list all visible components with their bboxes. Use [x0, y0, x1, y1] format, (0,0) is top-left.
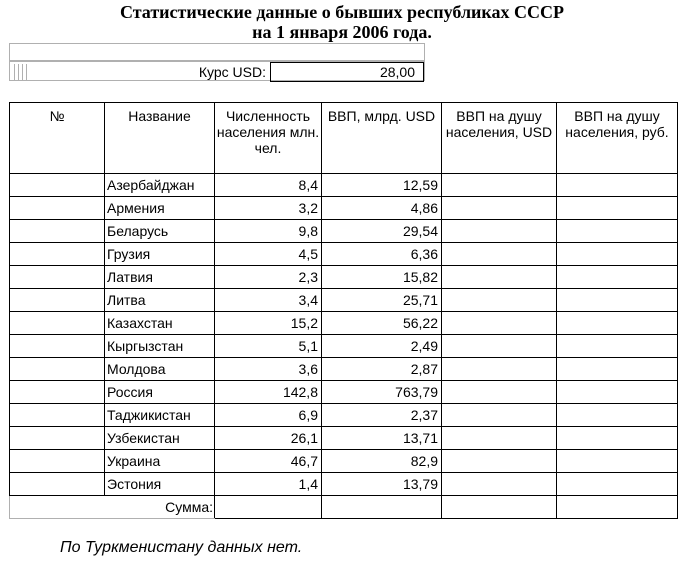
cell-gdp-per-capita-rub[interactable]: [557, 266, 678, 289]
cell-population[interactable]: 46,7: [215, 450, 322, 473]
cell-name[interactable]: Таджикистан: [105, 404, 215, 427]
cell-population[interactable]: 5,1: [215, 335, 322, 358]
sum-gdp-per-capita-usd[interactable]: [442, 496, 557, 519]
cell-population[interactable]: 2,3: [215, 266, 322, 289]
cell-num[interactable]: [10, 312, 105, 335]
cell-gdp-per-capita-rub[interactable]: [557, 335, 678, 358]
sum-gdp-per-capita-rub[interactable]: [557, 496, 678, 519]
cell-gdp[interactable]: 4,86: [322, 197, 442, 220]
cell-num[interactable]: [10, 473, 105, 496]
table-row: [10, 358, 678, 381]
frame-tick: [26, 64, 27, 80]
frame-tick: [22, 64, 23, 80]
cell-gdp[interactable]: 25,71: [322, 289, 442, 312]
cell-gdp-per-capita-usd[interactable]: [442, 197, 557, 220]
cell-gdp-per-capita-usd[interactable]: [442, 220, 557, 243]
empty-frame-cell: [9, 43, 425, 61]
header-gdp-per-capita-rub: ВВП на душу населения, руб.: [557, 103, 678, 174]
table-row: [10, 289, 678, 312]
cell-gdp-per-capita-rub[interactable]: [557, 473, 678, 496]
cell-name[interactable]: Эстония: [105, 473, 215, 496]
cell-gdp-per-capita-usd[interactable]: [442, 312, 557, 335]
table-row: [10, 450, 678, 473]
cell-num[interactable]: [10, 266, 105, 289]
table-row: [10, 243, 678, 266]
cell-gdp[interactable]: 13,79: [322, 473, 442, 496]
cell-population[interactable]: 3,2: [215, 197, 322, 220]
cell-gdp-per-capita-usd[interactable]: [442, 243, 557, 266]
sum-population[interactable]: [215, 496, 322, 519]
table-row: [10, 312, 678, 335]
sum-row: [10, 496, 678, 519]
cell-gdp[interactable]: 12,59: [322, 174, 442, 197]
table-row: [10, 427, 678, 450]
cell-name[interactable]: Беларусь: [105, 220, 215, 243]
cell-gdp-per-capita-rub[interactable]: [557, 289, 678, 312]
frame-tick: [14, 64, 15, 80]
cell-num[interactable]: [10, 427, 105, 450]
cell-name[interactable]: Узбекистан: [105, 427, 215, 450]
cell-population[interactable]: 142,8: [215, 381, 322, 404]
cell-gdp[interactable]: 2,37: [322, 404, 442, 427]
table-row: [10, 220, 678, 243]
table-row: [10, 381, 678, 404]
table-row: [10, 174, 678, 197]
header-gdp-per-capita-usd: ВВП на душу населения, USD: [442, 103, 557, 174]
republics-table: [9, 102, 678, 519]
cell-gdp-per-capita-rub[interactable]: [557, 220, 678, 243]
cell-gdp-per-capita-rub[interactable]: [557, 243, 678, 266]
frame-tick: [18, 64, 19, 80]
cell-population[interactable]: 26,1: [215, 427, 322, 450]
usd-rate-label: Курс USD:: [198, 64, 266, 80]
header-name: Название: [105, 103, 215, 174]
cell-gdp[interactable]: 29,54: [322, 220, 442, 243]
cell-population[interactable]: 4,5: [215, 243, 322, 266]
cell-name[interactable]: Грузия: [105, 243, 215, 266]
cell-gdp[interactable]: 6,36: [322, 243, 442, 266]
cell-gdp-per-capita-usd[interactable]: [442, 381, 557, 404]
cell-population[interactable]: 3,4: [215, 289, 322, 312]
page-title: Статистические данные о бывших республиках СССР: [119, 2, 565, 22]
cell-population[interactable]: 8,4: [215, 174, 322, 197]
cell-num[interactable]: [10, 243, 105, 266]
cell-name[interactable]: Кыргызстан: [105, 335, 215, 358]
table-row: [10, 404, 678, 427]
cell-num[interactable]: [10, 197, 105, 220]
cell-gdp-per-capita-usd[interactable]: [442, 289, 557, 312]
page-subtitle: на 1 января 2006 года.: [252, 22, 432, 42]
table-row: [10, 335, 678, 358]
cell-gdp-per-capita-rub[interactable]: [557, 197, 678, 220]
cell-gdp-per-capita-usd[interactable]: [442, 404, 557, 427]
cell-gdp[interactable]: 82,9: [322, 450, 442, 473]
cell-gdp-per-capita-rub[interactable]: [557, 427, 678, 450]
cell-num[interactable]: [10, 358, 105, 381]
cell-gdp-per-capita-usd[interactable]: [442, 450, 557, 473]
cell-num[interactable]: [10, 289, 105, 312]
cell-gdp-per-capita-usd[interactable]: [442, 266, 557, 289]
cell-gdp[interactable]: 15,82: [322, 266, 442, 289]
cell-population[interactable]: 15,2: [215, 312, 322, 335]
table-row: [10, 473, 678, 496]
cell-gdp[interactable]: 763,79: [322, 381, 442, 404]
header-population: Численность населения млн. чел.: [215, 103, 322, 174]
cell-gdp-per-capita-usd[interactable]: [442, 335, 557, 358]
cell-num[interactable]: [10, 335, 105, 358]
cell-name[interactable]: Россия: [105, 381, 215, 404]
cell-population[interactable]: 9,8: [215, 220, 322, 243]
header-num: №: [10, 103, 105, 174]
cell-gdp-per-capita-rub[interactable]: [557, 312, 678, 335]
cell-num[interactable]: [10, 174, 105, 197]
sum-label: Сумма:: [10, 496, 215, 519]
table-row: [10, 197, 678, 220]
cell-gdp[interactable]: 13,71: [322, 427, 442, 450]
cell-name[interactable]: Молдова: [105, 358, 215, 381]
cell-name[interactable]: Азербайджан: [105, 174, 215, 197]
cell-num[interactable]: [10, 220, 105, 243]
cell-num[interactable]: [10, 450, 105, 473]
cell-population[interactable]: 6,9: [215, 404, 322, 427]
sum-gdp[interactable]: [322, 496, 442, 519]
cell-name[interactable]: Казахстан: [105, 312, 215, 335]
cell-gdp-per-capita-usd[interactable]: [442, 427, 557, 450]
cell-gdp-per-capita-rub[interactable]: [557, 404, 678, 427]
cell-gdp[interactable]: 2,87: [322, 358, 442, 381]
usd-rate-input[interactable]: 28,00: [270, 62, 424, 82]
cell-population[interactable]: 1,4: [215, 473, 322, 496]
cell-gdp-per-capita-rub[interactable]: [557, 174, 678, 197]
header-gdp: ВВП, млрд. USD: [322, 103, 442, 174]
cell-population[interactable]: 3,6: [215, 358, 322, 381]
cell-gdp-per-capita-usd[interactable]: [442, 358, 557, 381]
cell-gdp-per-capita-usd[interactable]: [442, 473, 557, 496]
cell-gdp[interactable]: 2,49: [322, 335, 442, 358]
cell-name[interactable]: Литва: [105, 289, 215, 312]
cell-gdp-per-capita-rub[interactable]: [557, 358, 678, 381]
cell-num[interactable]: [10, 381, 105, 404]
table-row: [10, 266, 678, 289]
cell-gdp[interactable]: 56,22: [322, 312, 442, 335]
cell-name[interactable]: Латвия: [105, 266, 215, 289]
cell-gdp-per-capita-rub[interactable]: [557, 381, 678, 404]
cell-num[interactable]: [10, 404, 105, 427]
cell-name[interactable]: Украина: [105, 450, 215, 473]
cell-gdp-per-capita-usd[interactable]: [442, 174, 557, 197]
cell-gdp-per-capita-rub[interactable]: [557, 450, 678, 473]
cell-name[interactable]: Армения: [105, 197, 215, 220]
footnote: По Туркменистану данных нет.: [60, 539, 303, 556]
table-header-row: [10, 103, 678, 174]
